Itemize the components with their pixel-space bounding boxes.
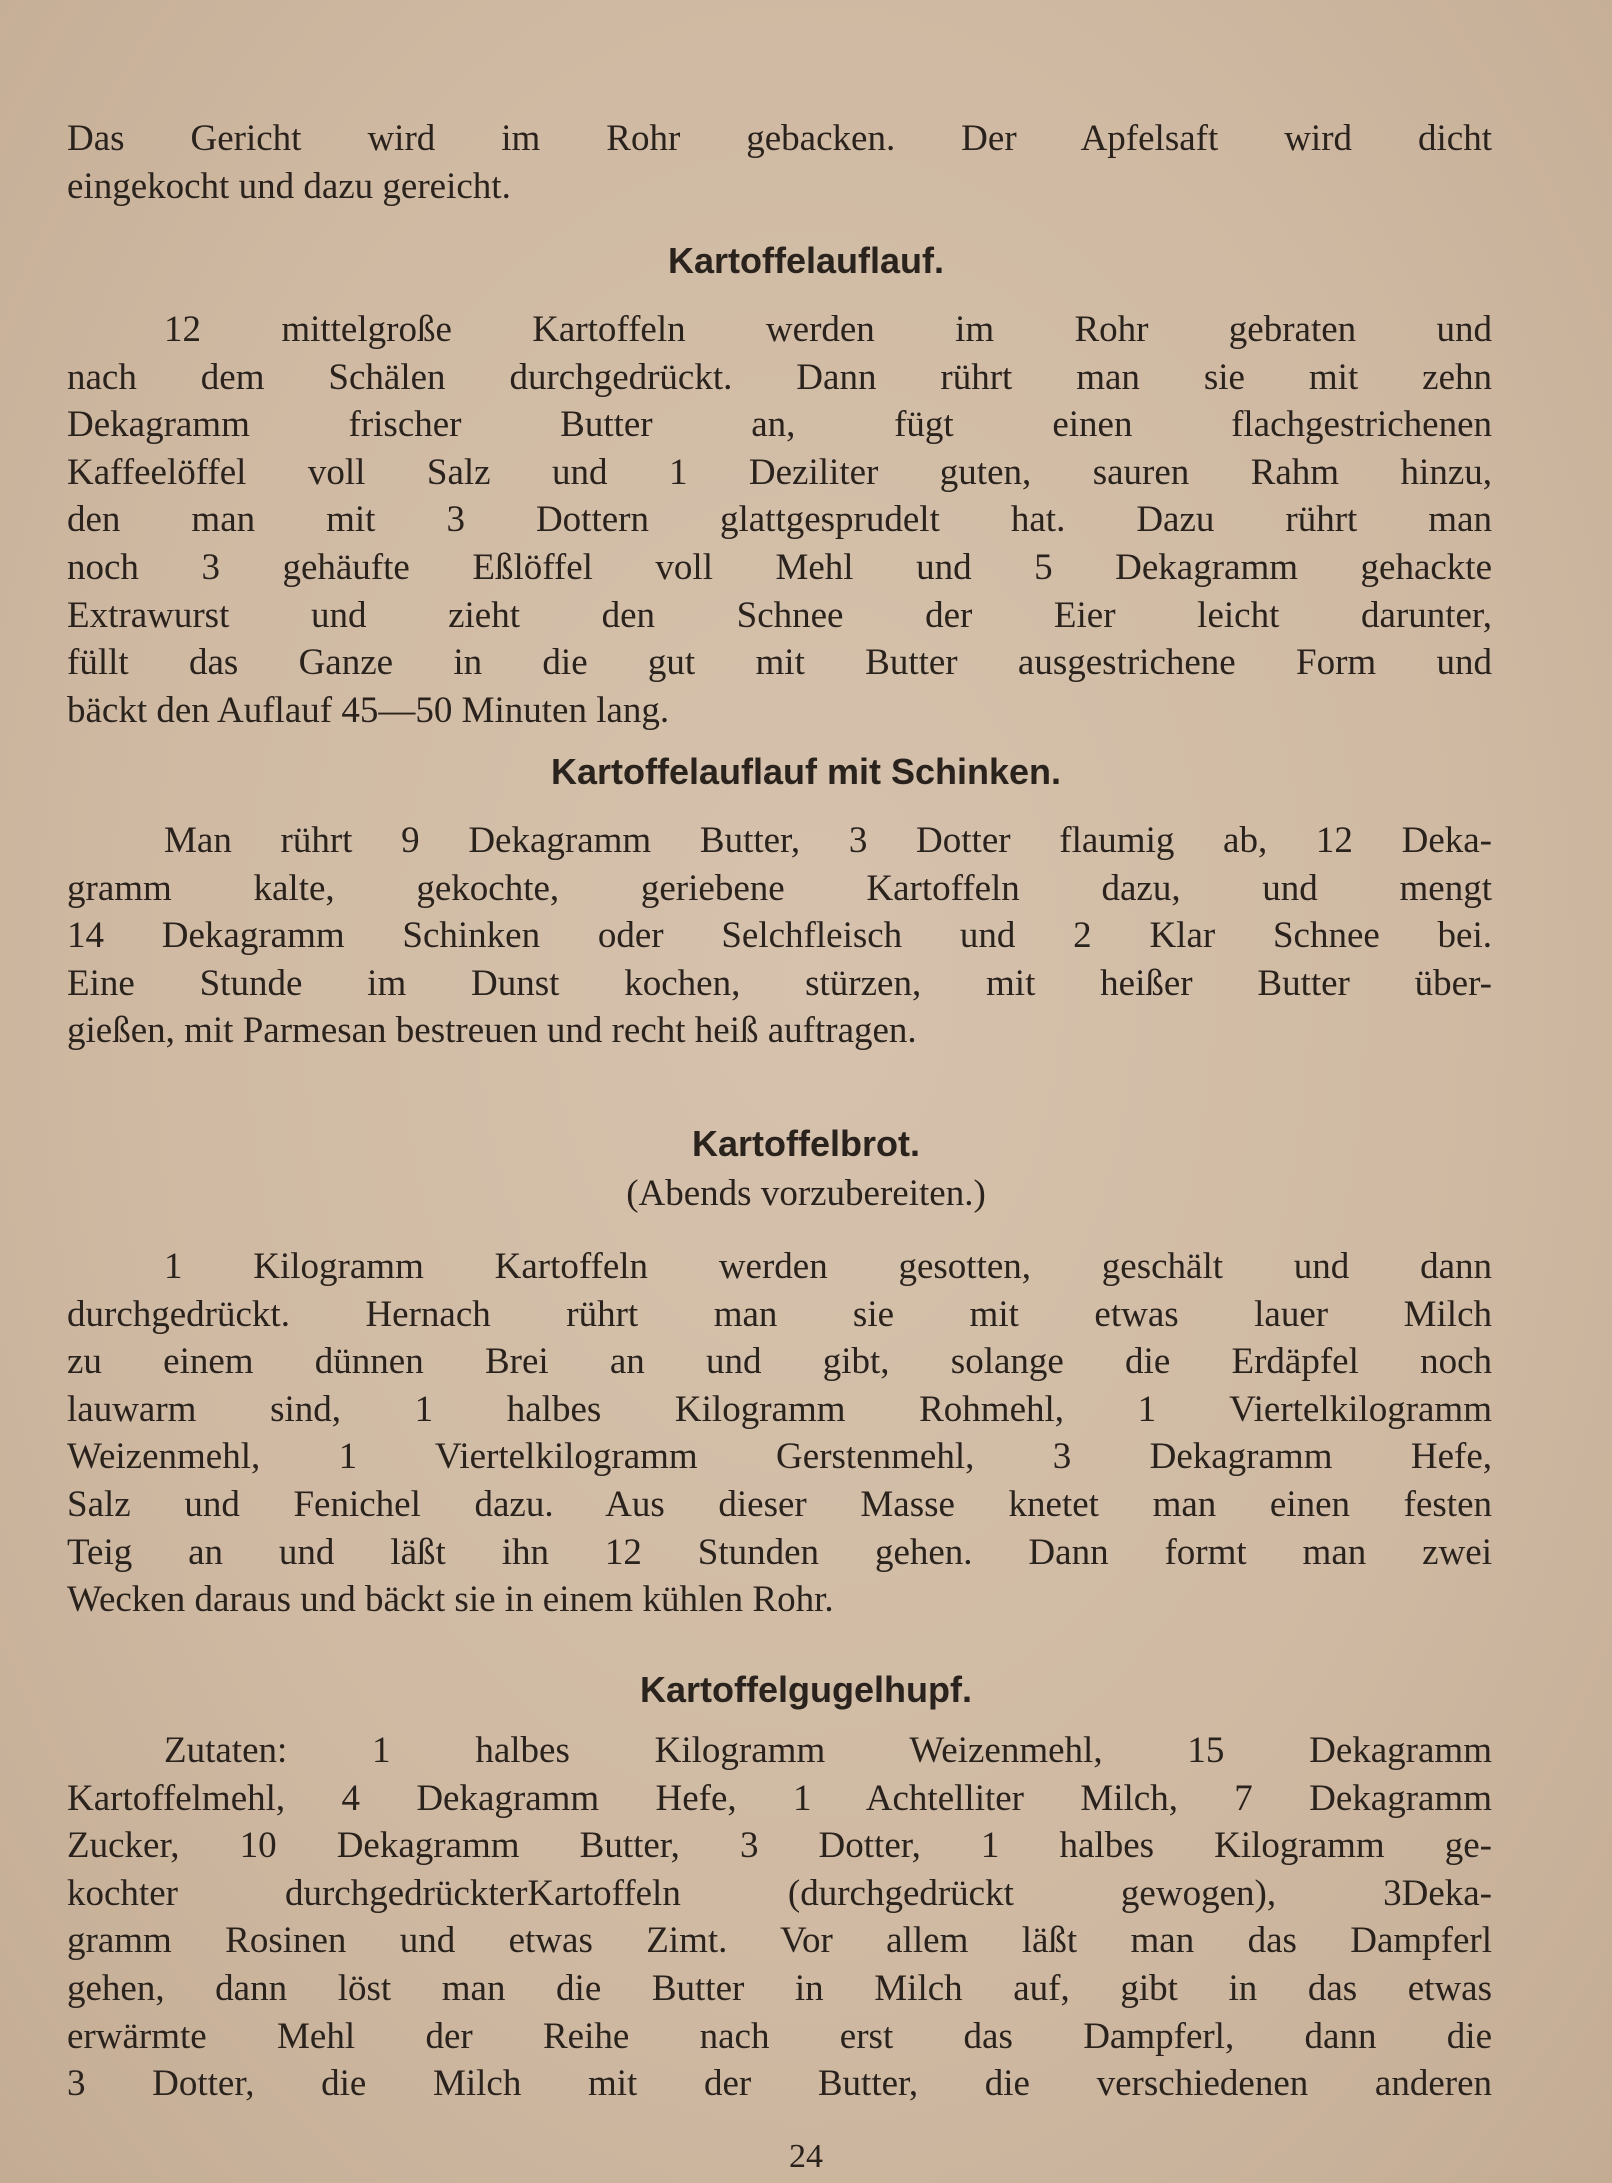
text-line: zu einem dünnen Brei an und gibt, solange die Erdäpfel noch bbox=[67, 1341, 1492, 1383]
recipe-title-kartoffelauflauf: Kartoffelauflauf. bbox=[667, 240, 944, 281]
text-line: lauwarm sind, 1 halbes Kilogramm Rohmehl, 1 Viertelkilogramm bbox=[67, 1388, 1492, 1430]
text-line: bäckt den Auflauf 45—50 Minuten lang. bbox=[67, 689, 670, 731]
text-line: gramm kalte, gekochte, geriebene Kartoffeln dazu, und mengt bbox=[67, 867, 1492, 909]
text-line: den man mit 3 Dottern glattgesprudelt hat. Dazu rührt man bbox=[67, 499, 1492, 541]
paragraph-kartoffelauflauf-schinken bbox=[67, 817, 1492, 1055]
text-line: Kaffeelöffel voll Salz und 1 Deziliter guten, sauren Rahm hinzu, bbox=[67, 451, 1492, 493]
paragraph-kartoffelauflauf bbox=[67, 306, 1492, 734]
text-line: Das Gericht wird im Rohr gebacken. Der Apfelsaft wird dicht bbox=[67, 118, 1492, 159]
recipe-subtitle-kartoffelbrot: (Abends vorzubereiten.) bbox=[626, 1173, 986, 1214]
text-line: kochter durchgedrückterKartoffeln (durchgedrückt gewogen), 3Deka- bbox=[67, 1872, 1492, 1914]
recipe-title-kartoffelgugelhupf: Kartoffelgugelhupf. bbox=[640, 1669, 972, 1710]
text-line: Zucker, 10 Dekagramm Butter, 3 Dotter, 1 halbes Kilogramm ge- bbox=[67, 1825, 1492, 1867]
text-line: Dekagramm frischer Butter an, fügt einen flachgestrichenen bbox=[67, 404, 1492, 446]
text-line: Salz und Fenichel dazu. Aus dieser Masse knetet man einen festen bbox=[67, 1483, 1492, 1525]
page-number: 24 bbox=[789, 2138, 823, 2175]
recipe-title-kartoffelbrot: Kartoffelbrot. bbox=[692, 1123, 920, 1164]
text-line: Man rührt 9 Dekagramm Butter, 3 Dotter flaumig ab, 12 Deka- bbox=[164, 820, 1492, 861]
text-line: Teig an und läßt ihn 12 Stunden gehen. Dann formt man zwei bbox=[67, 1531, 1492, 1573]
text-line: Kartoffelmehl, 4 Dekagramm Hefe, 1 Achtelliter Milch, 7 Dekagramm bbox=[67, 1777, 1492, 1819]
paragraph-kartoffelbrot bbox=[67, 1243, 1492, 1624]
text-line: 3 Dotter, die Milch mit der Butter, die verschiedenen anderen bbox=[67, 2063, 1492, 2105]
text-line: durchgedrückt. Hernach rührt man sie mit etwas lauer Milch bbox=[67, 1293, 1492, 1335]
text-line: Zutaten: 1 halbes Kilogramm Weizenmehl, 15 Dekagramm bbox=[164, 1730, 1492, 1771]
text-line: noch 3 gehäufte Eßlöffel voll Mehl und 5 Dekagramm gehackte bbox=[67, 546, 1492, 588]
text-line: 1 Kilogramm Kartoffeln werden gesotten, geschält und dann bbox=[164, 1246, 1492, 1287]
text-line: Eine Stunde im Dunst kochen, stürzen, mit heißer Butter über- bbox=[67, 962, 1492, 1004]
text-line: Wecken daraus und bäckt sie in einem kühlen Rohr. bbox=[67, 1579, 834, 1621]
text-line: gramm Rosinen und etwas Zimt. Vor allem läßt man das Dampferl bbox=[67, 1920, 1492, 1962]
recipe-title-kartoffelauflauf-schinken: Kartoffelauflauf mit Schinken. bbox=[550, 751, 1062, 792]
text-line: gehen, dann löst man die Butter in Milch auf, gibt in das etwas bbox=[67, 1967, 1492, 2009]
text-line: gießen, mit Parmesan bestreuen und recht heiß auftragen. bbox=[67, 1010, 917, 1052]
paragraph-kartoffelgugelhupf bbox=[67, 1727, 1492, 2108]
text-line: 12 mittelgroße Kartoffeln werden im Rohr gebraten und bbox=[164, 309, 1492, 350]
text-line: Extrawurst und zieht den Schnee der Eier leicht darunter, bbox=[67, 594, 1492, 636]
text-line: 14 Dekagramm Schinken oder Selchfleisch und 2 Klar Schnee bei. bbox=[67, 915, 1492, 957]
text-line: Weizenmehl, 1 Viertelkilogramm Gerstenmehl, 3 Dekagramm Hefe, bbox=[67, 1436, 1492, 1478]
text-line: erwärmte Mehl der Reihe nach erst das Dampferl, dann die bbox=[67, 2015, 1492, 2057]
text-line: nach dem Schälen durchgedrückt. Dann rührt man sie mit zehn bbox=[67, 356, 1492, 398]
text-line: füllt das Ganze in die gut mit Butter ausgestrichene Form und bbox=[67, 642, 1492, 684]
paragraph-intro bbox=[67, 115, 1492, 210]
text-line: eingekocht und dazu gereicht. bbox=[67, 165, 511, 207]
